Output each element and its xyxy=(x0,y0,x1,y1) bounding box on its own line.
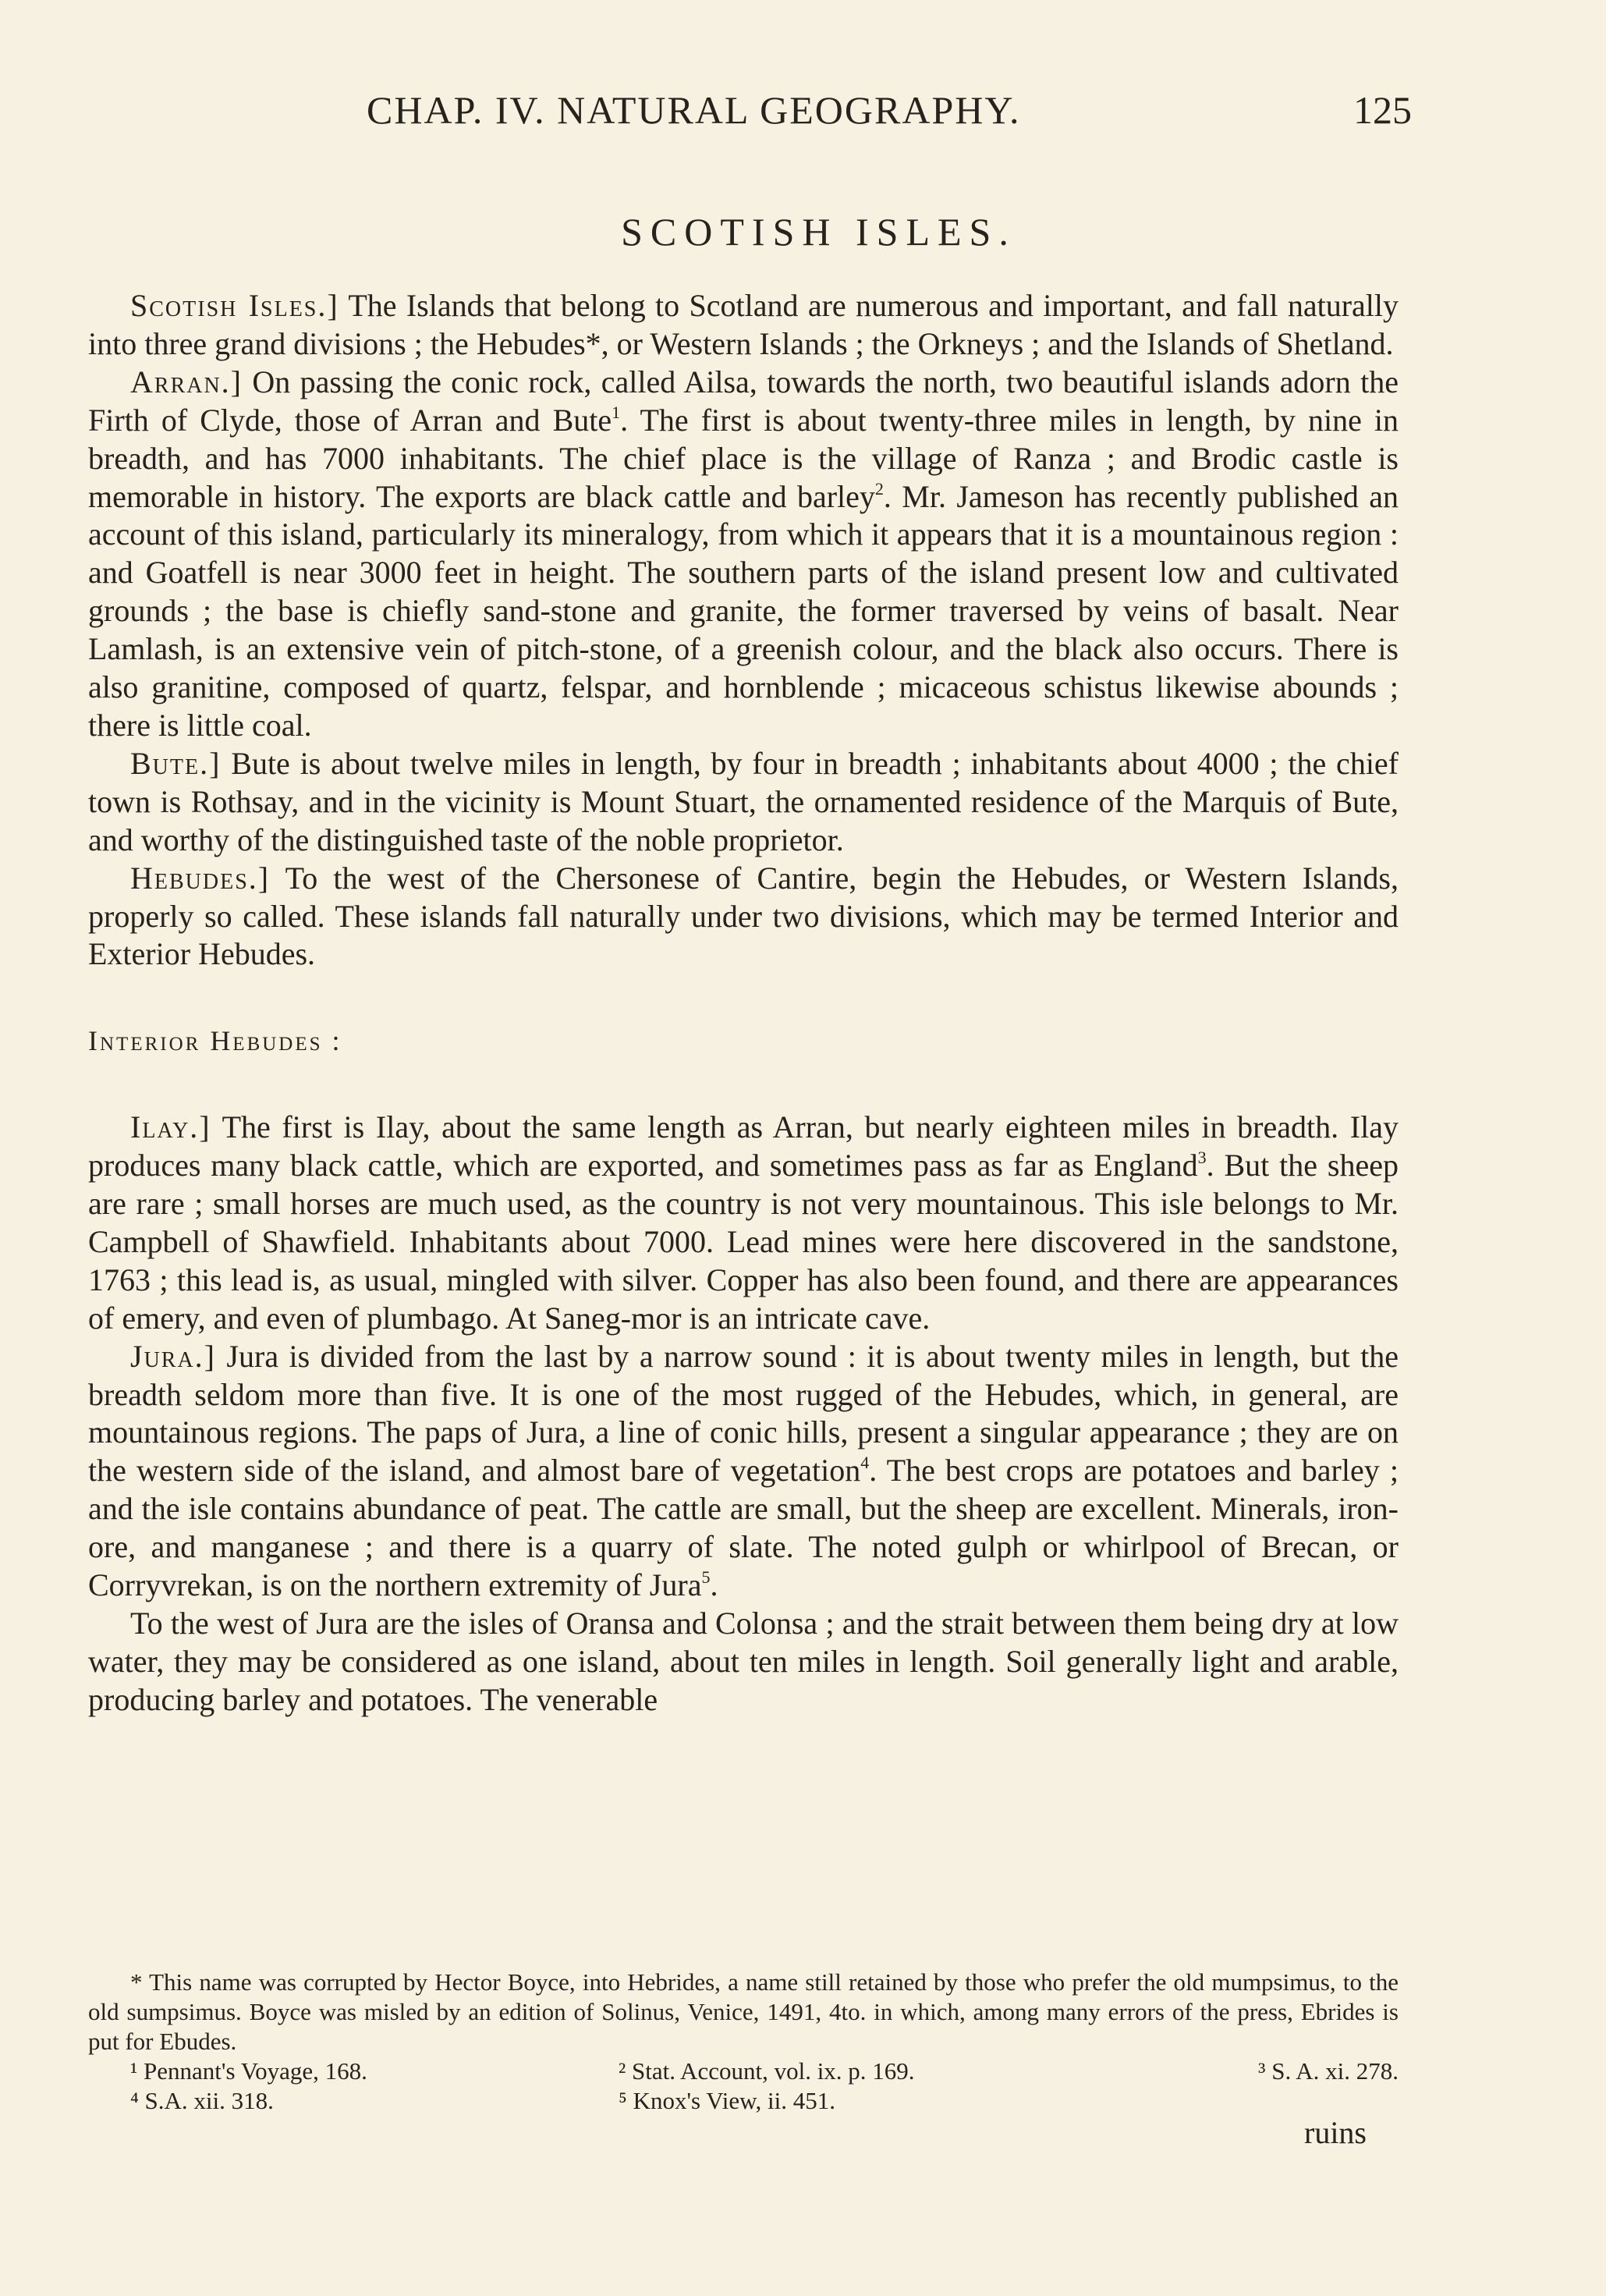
paragraph-text: . Mr. Jameson has recently published an account of this island, particularly its mineralogy, from which it appears that it is a mountainous region : and Goatfell is near 3000 feet in height. The southern parts of the island present low and cultivated grounds ; the base is chiefly sand-stone and granite, the former traversed by veins of basalt. Near Lamlash, is an extensive vein of pitch-stone, of a greenish colour, and the black also occurs. There is also granitine, composed of quartz, felspar, and hornblende ; micaceous schistus likewise abounds ; there is little coal. xyxy=(88,478,1399,743)
footnote-2: ² Stat. Account, vol. ix. p. 169. xyxy=(619,2057,915,2085)
paragraph-hebudes xyxy=(88,860,1399,974)
paragraph-arran xyxy=(88,364,1399,745)
footnote-ref: 1 xyxy=(612,402,621,422)
paragraph-ilay xyxy=(88,1109,1399,1337)
page-number: 125 xyxy=(1353,88,1412,132)
footnote-5: ⁵ Knox's View, ii. 451. xyxy=(619,2087,836,2114)
section-title: SCOTISH ISLES. xyxy=(621,210,1016,254)
footnotes xyxy=(88,1968,1399,2116)
footnote-row xyxy=(88,2086,1399,2116)
paragraph-text: On passing the conic rock, called Ailsa, towards the north, two beautiful islands adorn the Firth of Clyde, those of Arran and Bute xyxy=(88,364,1399,438)
paragraph-text: . But the sheep are rare ; small horses are much used, as the country is not very mountainous. This isle belongs to Mr. Campbell of Shawfield. Inhabitants about 7000. Lead mines were here discovered in the sandstone, 1763 ; this lead is, as usual, mingled with silver. Copper has also been found, and there are appearances of emery, and even of plumbago. At Saneg-mor is an intricate cave. xyxy=(88,1148,1399,1336)
footnote-4: ⁴ S.A. xii. 318. xyxy=(130,2087,274,2114)
paragraph-text: . The best crops are potatoes and barley ; and the isle contains abundance of peat. The cattle are small, but the sheep are excellent. Minerals, iron-ore, and manganese ; and there is a quarry of slate. The noted gulph or whirlpool of Brecan, or Corryvrekan, is on the northern extremity of Jura xyxy=(88,1453,1399,1603)
footnote-ref: 3 xyxy=(1197,1148,1207,1168)
footnote-star: * This name was corrupted by Hector Boyce, into Hebrides, a name still retained by those who prefer the old mumpsimus, to the old sumpsimus. Boyce was misled by an edition of Solinus, Venice, 1491, 4to. in which, among many errors of the press, Ebrides is put for Ebudes. xyxy=(88,1968,1399,2055)
paragraph-text: To the west of the Chersonese of Cantire, begin the Hebudes, or Western Islands, properly so called. These islands fall naturally under two divisions, which may be termed Interior and Exterior Hebudes. xyxy=(88,860,1399,972)
side-head: Hebudes.] xyxy=(130,860,271,896)
side-head: Ilay.] xyxy=(130,1109,211,1145)
paragraph-text: The first is Ilay, about the same length as Arran, but nearly eighteen miles in breadth. Ilay produces many black cattle, which are exported, and sometimes pass as far as England xyxy=(88,1109,1399,1183)
side-head: Jura.] xyxy=(130,1338,217,1374)
footnote-3: ³ S. A. xi. 278. xyxy=(1258,2057,1399,2085)
footnote-row xyxy=(88,2056,1399,2086)
running-head: CHAP. IV. NATURAL GEOGRAPHY. xyxy=(367,88,1021,132)
footnote-ref: 2 xyxy=(874,478,884,499)
paragraph-text: Jura is divided from the last by a narrow sound : it is about twenty miles in length, but the breadth seldom more than five. It is one of the most rugged of the Hebudes, which, in general, are mountainous regions. The paps of Jura, a line of conic hills, present a singular appearance ; they are on the western side of the island, and almost bare of vegetation xyxy=(88,1338,1399,1489)
body-text xyxy=(88,287,1399,1719)
side-head: Scotish Isles.] xyxy=(130,288,339,323)
footnote-empty xyxy=(1204,2086,1399,2116)
paragraph-scotish-isles xyxy=(88,287,1399,364)
paragraph-text: To the west of Jura are the isles of Oransa and Colonsa ; and the strait between them being dry at low water, they may be considered as one island, about ten miles in length. Soil generally light and arable, producing barley and potatoes. The venerable xyxy=(88,1606,1399,1717)
paragraph-bute xyxy=(88,745,1399,860)
paragraph-text: . xyxy=(710,1567,718,1603)
subhead-interior-hebudes: Interior Hebudes : xyxy=(88,1025,342,1057)
paragraph-text: . The first is about twenty-three miles in length, by nine in breadth, and has 7000 inhabitants. The chief place is the village of Ranza ; and Brodic castle is memorable in history. The exports are black cattle and barley xyxy=(88,402,1399,514)
catchword: ruins xyxy=(1304,2115,1367,2150)
side-head: Bute.] xyxy=(130,745,222,781)
side-head: Arran.] xyxy=(130,364,243,399)
paragraph-jura xyxy=(88,1338,1399,1605)
footnote-1: ¹ Pennant's Voyage, 168. xyxy=(130,2057,367,2085)
paragraph-oransa xyxy=(88,1605,1399,1719)
footnote-ref: 4 xyxy=(860,1453,870,1473)
paragraph-text: Bute is about twelve miles in length, by four in breadth ; inhabitants about 4000 ; the chief town is Rothsay, and in the vicinity is Mount Stuart, the ornamented residence of the Marquis of Bute, and worthy of the distinguished taste of the noble proprietor. xyxy=(88,745,1399,857)
footnote-ref: 5 xyxy=(701,1567,711,1588)
paragraph-text: The Islands that belong to Scotland are numerous and important, and fall naturally into three grand divisions ; the Hebudes*, or Western Islands ; the Orkneys ; and the Islands of Shetland. xyxy=(88,288,1399,361)
